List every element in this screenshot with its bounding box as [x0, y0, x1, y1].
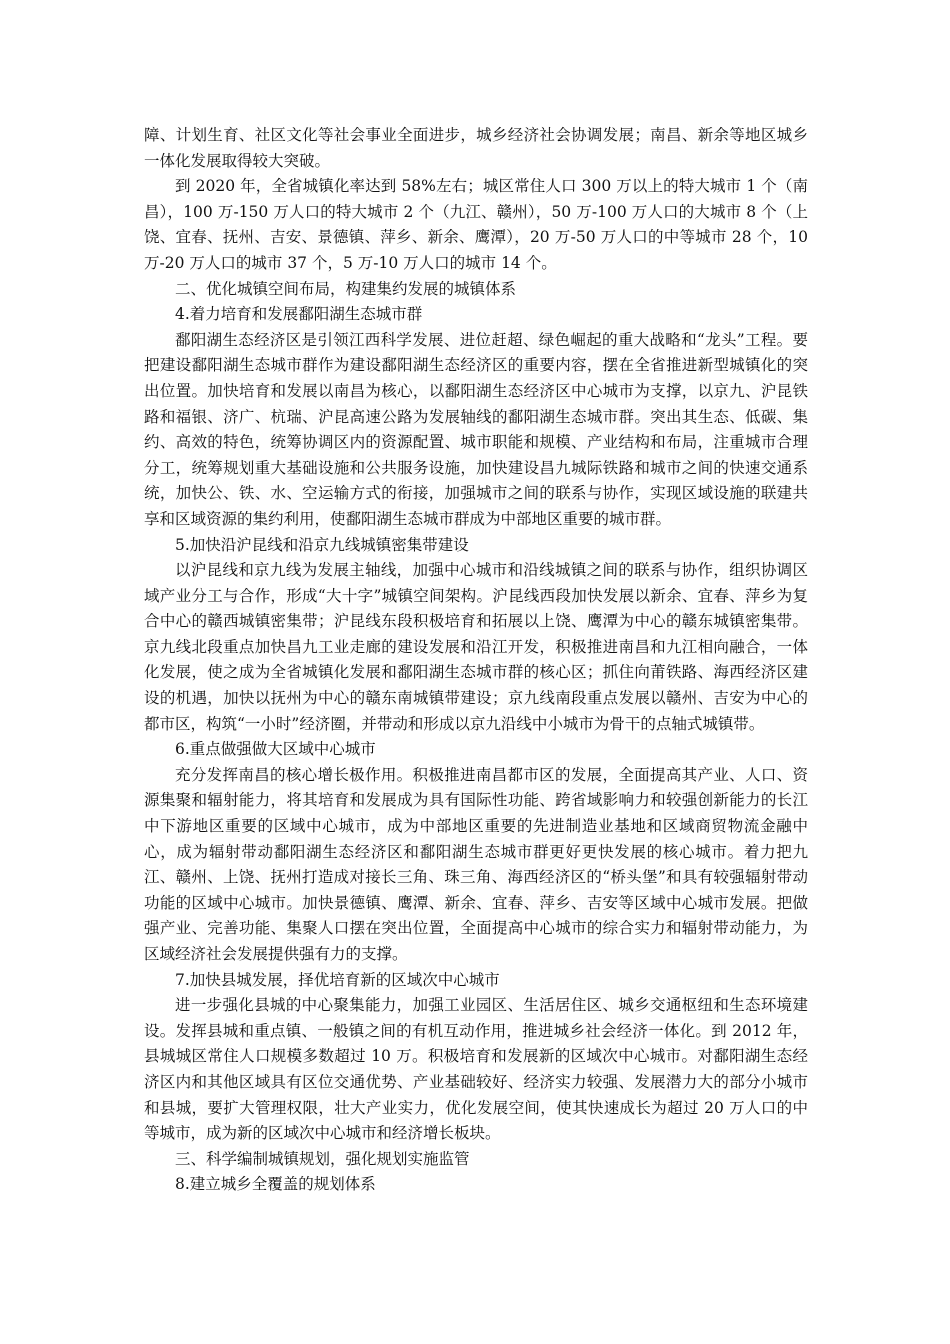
- paragraph-2020-target: 到 2020 年，全省城镇化率达到 58%左右；城区常住人口 300 万以上的特大城市 1 个（南昌），100 万-150 万人口的特大城市 2 个（九江、赣州），50 万-100 万人口的大城市 8 个（上饶、宜春、抚州、吉安、景德镇、萍乡、新余、鹰潭），20 万-50 万人口的中等城市 28 个，10 万-20 万人口的城市 37 个，5 万-10 万人口的城市 14 个。: [144, 177, 808, 272]
- paragraph-county-development: 进一步强化县城的中心聚集能力，加强工业园区、生活居住区、城乡交通枢纽和生态环境建设。发挥县城和重点镇、一般镇之间的有机互动作用，推进城乡社会经济一体化。到 2012 年，县城城区常住人口规模多数超过 10 万。积极培育和发展新的区域次中心城市。对鄱阳湖生态经济区内和其他区域具有区位交通优势、产业基础较好、经济实力较强、发展潜力大的部分小城市和县城，要扩大管理权限，壮大产业实力，优化发展空间，使其快速成长为超过 20 万人口的中等城市，成为新的区域次中心城市和经济增长板块。: [144, 996, 808, 1143]
- paragraph-continued: 障、计划生育、社区文化等社会事业全面进步，城乡经济社会协调发展；南昌、新余等地区城乡一体化发展取得较大突破。: [144, 126, 808, 170]
- subheading-6: 6.重点做强做大区域中心城市: [175, 740, 376, 759]
- section-heading-2: 二、优化城镇空间布局，构建集约发展的城镇体系: [175, 279, 517, 298]
- paragraph-shanghai-kunming-line: 以沪昆线和京九线为发展主轴线，加强中心城市和沿线城镇之间的联系与协作，组织协调区域产业分工与合作，形成“大十字”城镇空间架构。沪昆线西段加快发展以新余、宜春、萍乡为复合中心的赣西城镇密集带；沪昆线东段积极培育和拓展以上饶、鹰潭为中心的赣东城镇密集带。京九线北段重点加快昌九工业走廊的建设发展和沿江开发，积极推进南昌和九江相向融合，一体化发展，使之成为全省城镇化发展和鄱阳湖生态城市群的核心区；抓住向莆铁路、海西经济区建设的机遇，加快以抚州为中心的赣东南城镇带建设；京九线南段重点发展以赣州、吉安为中心的都市区，构筑“一小时”经济圈，并带动和形成以京九沿线中小城市为骨干的点轴式城镇带。: [144, 561, 808, 733]
- subheading-7: 7.加快县城发展，择优培育新的区域次中心城市: [175, 970, 500, 989]
- document-body: [144, 123, 808, 1198]
- paragraph-regional-centers: 充分发挥南昌的核心增长极作用。积极推进南昌都市区的发展，全面提高其产业、人口、资源集聚和辐射能力，将其培育和发展成为具有国际性功能、跨省域影响力和较强创新能力的长江中下游地区重要的区域中心城市，成为中部地区重要的先进制造业基地和区域商贸物流金融中心，成为辐射带动鄱阳湖生态经济区和鄱阳湖生态城市群更好更快发展的核心城市。着力把九江、赣州、上饶、抚州打造成对接长三角、珠三角、海西经济区的“桥头堡”和具有较强辐射带动功能的区域中心城市。加快景德镇、鹰潭、新余、宜春、萍乡、吉安等区域中心城市发展。把做强产业、完善功能、集聚人口摆在突出位置，全面提高中心城市的综合实力和辐射带动能力，为区域经济社会发展提供强有力的支撑。: [144, 765, 808, 963]
- subheading-4: 4.着力培育和发展鄱阳湖生态城市群: [175, 305, 423, 324]
- subheading-8: 8.建立城乡全覆盖的规划体系: [175, 1175, 376, 1194]
- section-heading-3: 三、科学编制城镇规划，强化规划实施监管: [175, 1149, 470, 1168]
- paragraph-poyang-lake: 鄱阳湖生态经济区是引领江西科学发展、进位赶超、绿色崛起的重大战略和“龙头”工程。要把建设鄱阳湖生态城市群作为建设鄱阳湖生态经济区的重要内容，摆在全省推进新型城镇化的突出位置。加快培育和发展以南昌为核心，以鄱阳湖生态经济区中心城市为支撑，以京九、沪昆铁路和福银、济广、杭瑞、沪昆高速公路为发展轴线的鄱阳湖生态城市群。突出其生态、低碳、集约、高效的特色，统筹协调区内的资源配置、城市职能和规模、产业结构和布局，注重城市合理分工，统筹规划重大基础设施和公共服务设施，加快建设昌九城际铁路和城市之间的快速交通系统，加快公、铁、水、空运输方式的衔接，加强城市之间的联系与协作，实现区域设施的联建共享和区域资源的集约利用，使鄱阳湖生态城市群成为中部地区重要的城市群。: [144, 330, 808, 528]
- subheading-5: 5.加快沿沪昆线和沿京九线城镇密集带建设: [175, 535, 469, 554]
